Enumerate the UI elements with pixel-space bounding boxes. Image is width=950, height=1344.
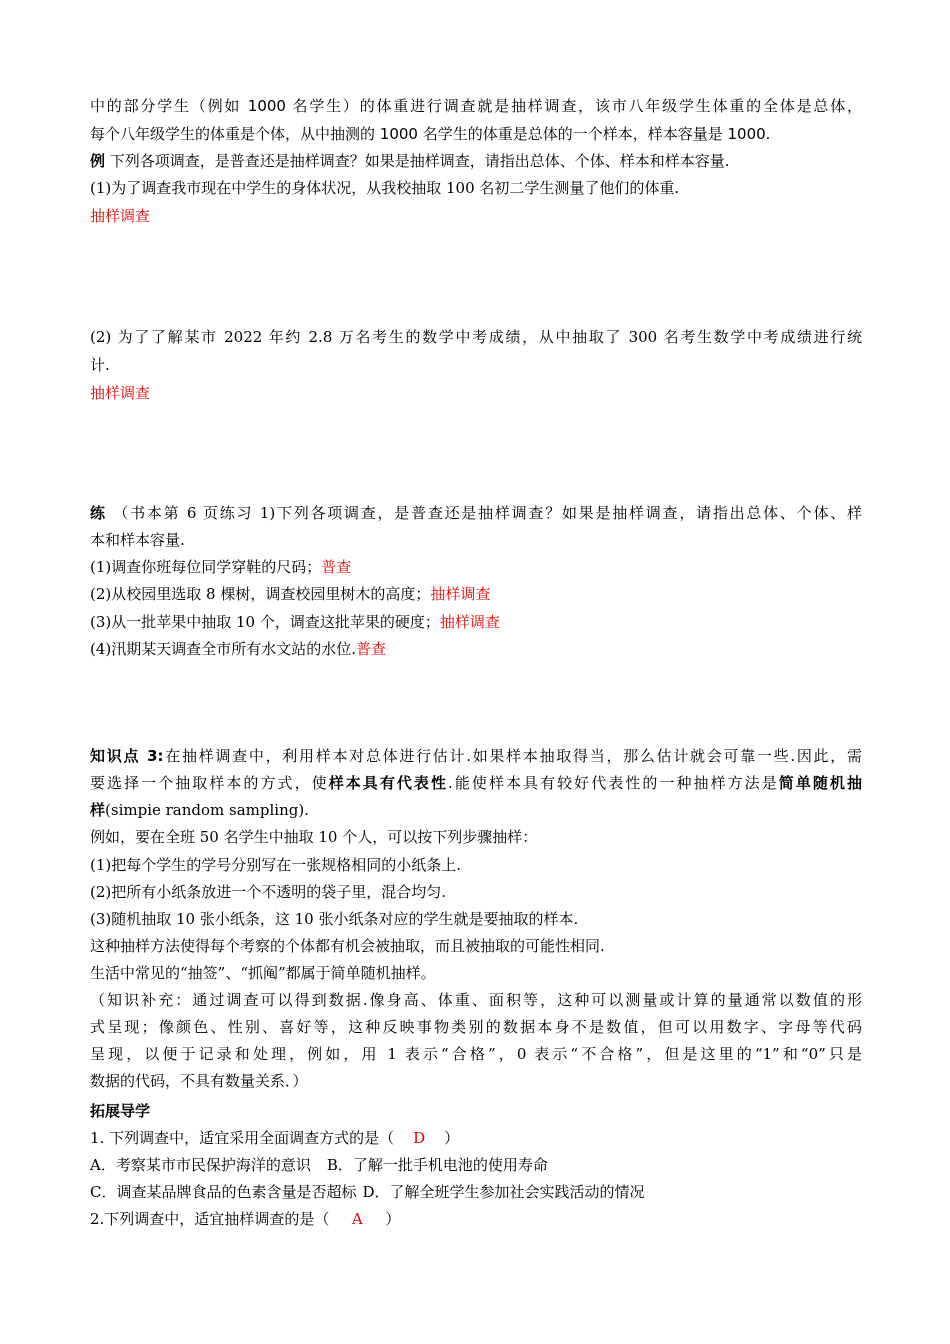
question-text: 1. 下列调查中，适宜采用全面调查方式的是（ <box>90 1129 395 1147</box>
question-answer: A <box>351 1210 363 1228</box>
supplement-line-1: （知识补充：通过调查可以得到数据.像身高、体重、面积等，这种可以测量或计算的量通常以数值的形 <box>90 991 862 1009</box>
practice-question-line-2: 本和样本容量. <box>90 531 185 549</box>
practice-item-text: (2)从校园里选取 8 棵树，调查校园里树木的高度； <box>90 585 431 603</box>
practice-item-answer: 抽样调查 <box>439 613 500 631</box>
practice-label: 练 <box>90 504 107 522</box>
intro-line-1: 中的部分学生（例如 1000 名学生）的体重进行调查就是抽样调查，该市八年级学生体重的全体是总体， <box>90 97 862 115</box>
option-c: C．调查某品牌食品的色素含量是否超标 <box>90 1183 357 1201</box>
practice-item-answer: 普查 <box>356 640 387 658</box>
practice-item-answer: 普查 <box>321 558 352 576</box>
knowledge-3-emphasis: 样本具有代表性 <box>328 774 449 792</box>
example-label: 例 <box>90 152 106 170</box>
question-text: 2.下列调查中，适宜抽样调查的是（ <box>90 1210 330 1228</box>
question-text: ） <box>385 1210 401 1228</box>
practice-item-text: (3)从一批苹果中抽取 10 个，调查这批苹果的硬度； <box>90 613 440 631</box>
practice-item <box>90 639 862 659</box>
example-item-2-line-2: 计. <box>90 356 110 374</box>
example-answer-1: 抽样调查 <box>90 207 151 225</box>
knowledge-3-text: 在抽样调查中，利用样本对总体进行估计.如果样本抽取得当，那么估计就会可靠一些.因此，需 <box>163 747 862 765</box>
steps-intro: 例如，要在全班 50 名学生中抽取 10 个人，可以按下列步骤抽样： <box>90 828 538 846</box>
knowledge-3-line-1 <box>90 746 862 766</box>
practice-item-text: (1)调查你班每位同学穿鞋的尺码； <box>90 558 322 576</box>
example-question-text: 下列各项调查，是普查还是抽样调查？如果是抽样调查，请指出总体、个体、样本和样本容量. <box>105 152 730 170</box>
example-question <box>90 151 862 171</box>
practice-item <box>90 612 862 632</box>
knowledge-3-text: (simpie random sampling). <box>105 801 309 819</box>
supplement-line-2: 式呈现；像颜色、性别、喜好等，这种反映事物类别的数据本身不是数值，但可以用数字、字母等代码 <box>90 1018 862 1036</box>
option-b: B．了解一批手机电池的使用寿命 <box>326 1156 548 1174</box>
example-answer-2: 抽样调查 <box>90 384 151 402</box>
knowledge-3-emphasis: 样 <box>90 801 106 819</box>
step-2: (2)把所有小纸条放进一个不透明的袋子里，混合均匀. <box>90 883 447 901</box>
extension-title: 拓展导学 <box>90 1102 151 1120</box>
step-1: (1)把每个学生的学号分别写在一张规格相同的小纸条上. <box>90 856 462 874</box>
option-d: D．了解全班学生参加社会实践活动的情况 <box>362 1183 645 1201</box>
example-item-1: (1)为了调查我市现在中学生的身体状况，从我校抽取 100 名初二学生测量了他们的体重. <box>90 179 680 197</box>
question-answer: D <box>413 1129 426 1147</box>
extension-question-1 <box>90 1128 862 1148</box>
practice-item <box>90 557 862 577</box>
step-3: (3)随机抽取 10 张小纸条，这 10 张小纸条对应的学生就是要抽取的样本. <box>90 910 579 928</box>
question-text: ） <box>444 1129 460 1147</box>
practice-item-text: (4)汛期某天调查全市所有水文站的水位. <box>90 640 357 658</box>
practice-item <box>90 584 862 604</box>
knowledge-3-label: 知识点 3: <box>90 747 164 765</box>
question-1-options-row-2 <box>90 1182 862 1202</box>
knowledge-3-line-3 <box>90 800 862 820</box>
example-item-2-line-1: (2) 为了了解某市 2022 年约 2.8 万名考生的数学中考成绩，从中抽取了 300 名考生数学中考成绩进行统 <box>90 328 862 346</box>
note-1: 这种抽样方法使得每个考察的个体都有机会被抽取，而且被抽取的可能性相同. <box>90 937 605 955</box>
supplement-line-4: 数据的代码，不具有数量关系．） <box>90 1072 308 1090</box>
practice-question-line-1 <box>90 503 862 523</box>
knowledge-3-emphasis: 简单随机抽 <box>778 774 862 792</box>
supplement-line-3: 呈现，以便于记录和处理，例如，用 1 表示“合格”，0 表示“不合格”，但是这里的“1”和“0”只是 <box>90 1045 862 1063</box>
practice-item-answer: 抽样调查 <box>430 585 491 603</box>
practice-question-text: （书本第 6 页练习 1)下列各项调查，是普查还是抽样调查？如果是抽样调查，请指出总体、个体、样 <box>106 504 862 522</box>
question-1-options-row-1 <box>90 1155 862 1175</box>
knowledge-3-text: .能使样本具有较好代表性的一种抽样方法是 <box>448 774 779 792</box>
knowledge-3-line-2 <box>90 773 862 793</box>
intro-line-2: 每个八年级学生的体重是个体，从中抽测的 1000 名学生的体重是总体的一个样本，样本容量是 1000. <box>90 125 771 143</box>
option-a: A．考察某市市民保护海洋的意识 <box>90 1156 311 1174</box>
knowledge-3-text: 要选择一个抽取样本的方式，使 <box>90 774 329 792</box>
note-2: 生活中常见的“抽签”、“抓阄”都属于简单随机抽样。 <box>90 964 436 982</box>
extension-question-2 <box>90 1209 862 1229</box>
